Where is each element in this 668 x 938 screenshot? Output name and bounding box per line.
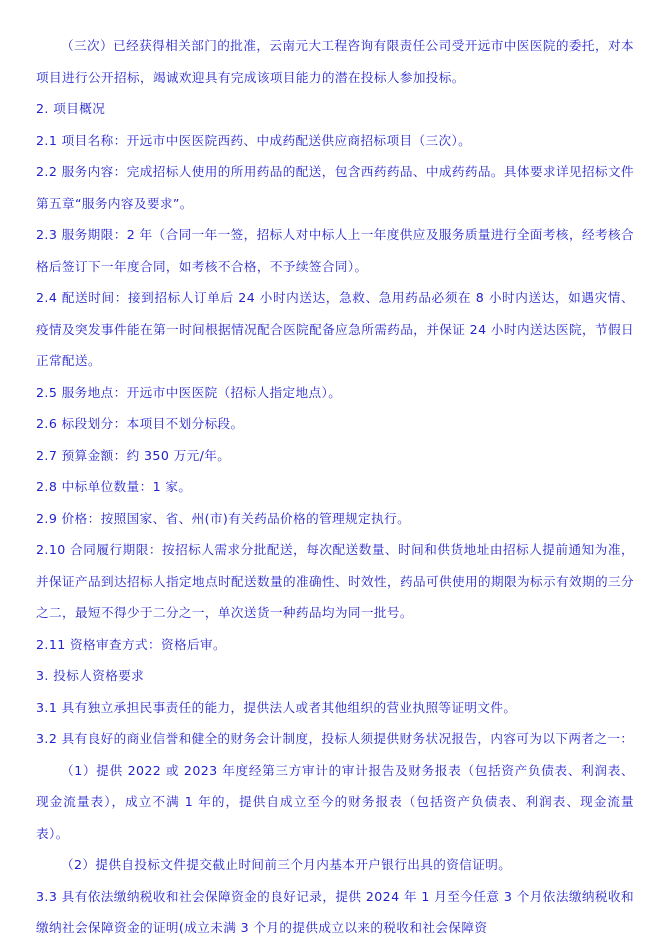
paragraph: 2.8 中标单位数量：1 家。 (36, 479, 192, 494)
paragraph: 2.2 服务内容：完成招标人使用的所用药品的配送，包含西药药品、中成药药品。具体要求详见招标文件第五章“服务内容及要求”。 (36, 164, 634, 211)
paragraph: 3.1 具有独立承担民事责任的能力，提供法人或者其他组织的营业执照等证明文件。 (36, 699, 517, 715)
paragraph: 2.11 资格审查方式：资格后审。 (36, 636, 226, 652)
paragraph: 2.1 项目名称：开远市中医医院西药、中成药配送供应商招标项目（三次）。 (36, 132, 472, 148)
section-heading-3: 3. 投标人资格要求 (36, 668, 145, 683)
paragraph: （1）提供 2022 或 2023 年度经第三方审计的审计报告及财务报表（包括资产负债表、利润表、现金流量表），成立不满 1 年的，提供自成立至今的财务报表（包括资产负债表、利润表、现金流量表）。 (36, 762, 634, 841)
paragraph: 2.4 配送时间：接到招标人订单后 24 小时内送达，急救、急用药品必须在 8 小时内送达，如遇灾情、疫情及突发事件能在第一时间根据情况配合医院配备应急所需药品，并保证 24 小时内送达医院，节假日正常配送。 (36, 290, 634, 368)
paragraph: （2）提供自投标文件提交截止时间前三个月内基本开户银行出具的资信证明。 (61, 857, 512, 872)
paragraph: 2.9 价格：按照国家、省、州(市)有关药品价格的管理规定执行。 (36, 510, 411, 526)
paragraph: （三次）已经获得相关部门的批准，云南元大工程咨询有限责任公司受开远市中医医院的委托，对本项目进行公开招标，竭诚欢迎具有完成该项目能力的潜在投标人参加投标。 (36, 38, 634, 85)
paragraph: 2.6 标段划分：本项目不划分标段。 (36, 416, 244, 431)
paragraph: 3.3 具有依法缴纳税收和社会保障资金的良好记录，提供 2024 年 1 月至今任意 3 个月依法缴纳税收和缴纳社会保障资金的证明(成立未满 3 个月的提供成立以来的税收和社会保障资 (36, 888, 634, 935)
paragraph: 2.10 合同履行期限：按招标人需求分批配送，每次配送数量、时间和供货地址由招标人提前通知为准，并保证产品到达招标人指定地点时配送数量的准确性、时效性，药品可供使用的期限为标示有效期的三分之二，最短不得少于二分之一，单次送货一种药品均为同一批号。 (36, 542, 634, 620)
section-heading-2: 2. 项目概况 (36, 101, 106, 116)
paragraph: 2.7 预算金额：约 350 万元/年。 (36, 447, 231, 463)
document-body (36, 30, 634, 938)
paragraph: 2.5 服务地点：开远市中医医院（招标人指定地点）。 (36, 384, 342, 400)
paragraph: 3.2 具有良好的商业信誉和健全的财务会计制度，投标人须提供财务状况报告，内容可为以下两者之一： (36, 731, 634, 746)
paragraph: 2.3 服务期限：2 年（合同一年一签，招标人对中标人上一年度供应及服务质量进行全面考核，经考核合格后签订下一年度合同，如考核不合格，不予续签合同）。 (36, 227, 634, 274)
